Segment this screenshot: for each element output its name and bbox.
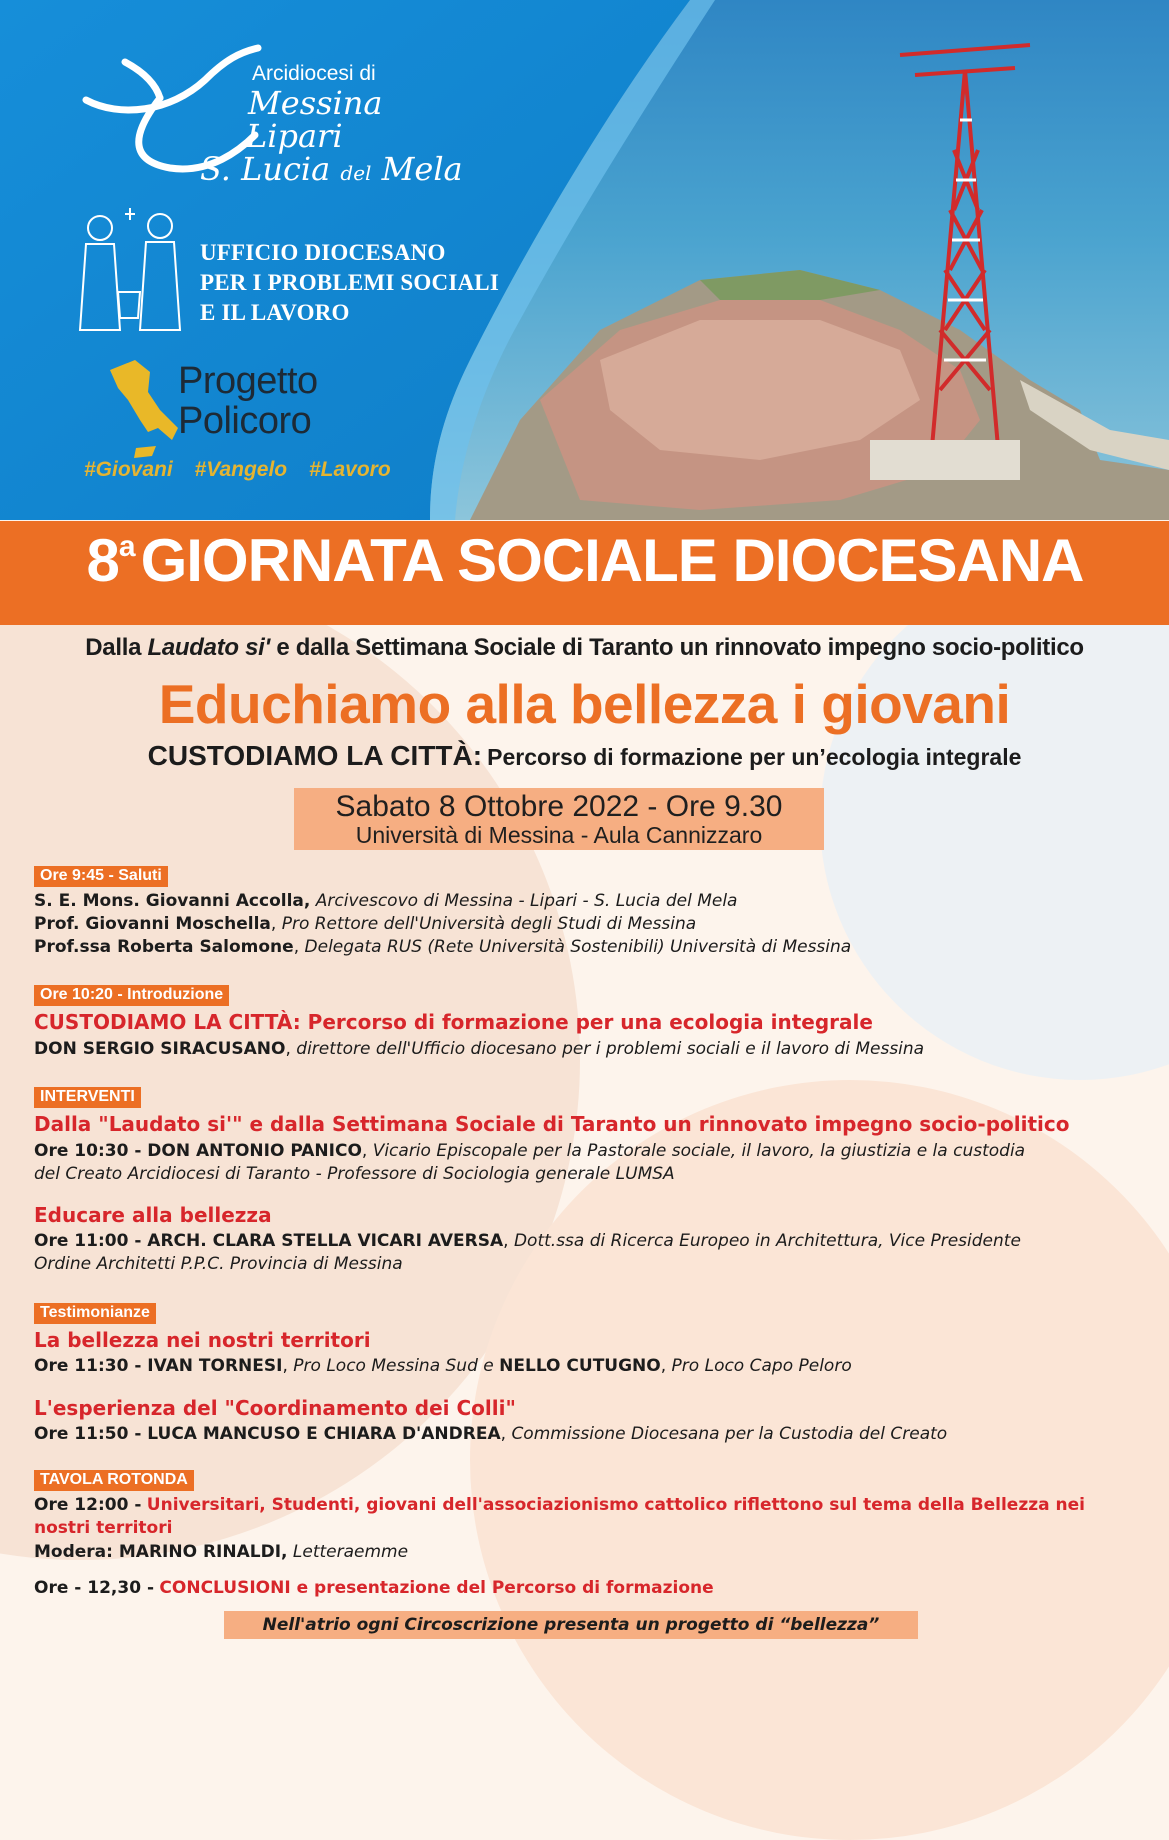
tavola-rotonda-tag: TAVOLA ROTONDA (34, 1470, 194, 1491)
page-title: 8$^a$ GIORNATA SOCIALE DIOCESANA (86, 527, 1084, 594)
testimonianze-tag: Testimonianze (34, 1303, 156, 1324)
ufficio-line: E IL LAVORO (200, 300, 350, 325)
speaker-line: Ore 11:50 - LUCA MANCUSO E CHIARA D'ANDREA, Commissione Diocesana per la Custodia del Creato (34, 1424, 948, 1444)
speaker-line: Ore 11:30 - IVAN TORNESI, Pro Loco Messina Sud e NELLO CUTUGNO, Pro Loco Capo Peloro (34, 1356, 852, 1376)
speaker-role-line: del Creato Arcidiocesi di Taranto - Professore di Sociologia generale LUMSA (34, 1164, 675, 1184)
event-date: Sabato 8 Ottobre 2022 - Ore 9.30 (335, 790, 783, 823)
archdiocese-label: Arcidiocesi di (252, 62, 376, 85)
archdiocese-lipari: Lipari (246, 117, 343, 155)
testimonianza-title: La bellezza nei nostri territori (34, 1328, 371, 1352)
hashtag: #Vangelo (194, 458, 288, 481)
progetto-label: Progetto (178, 360, 318, 402)
bg-circle-right (470, 1080, 1169, 1840)
introduzione-tag: Ore 10:20 - Introduzione (34, 985, 229, 1006)
archdiocese-messina: Messina (248, 84, 383, 122)
headline: Educhiamo alla bellezza i giovani (158, 673, 1011, 735)
footer-note-box (224, 1611, 918, 1639)
ufficio-line: PER I PROBLEMI SOCIALI (200, 270, 499, 295)
speaker-line: Prof.ssa Roberta Salomone, Delegata RUS (Rete Università Sostenibili) Università di Messina (34, 937, 852, 957)
archdiocese-lucia: S. Lucia del Mela (200, 150, 463, 188)
hashtags (84, 458, 407, 482)
conclusioni-line: Ore - 12,30 - CONCLUSIONI e presentazione del Percorso di formazione (34, 1578, 714, 1598)
footer-note: Nell'atrio ogni Circoscrizione presenta un progetto di “bellezza” (262, 1615, 880, 1635)
ufficio-line: UFFICIO DIOCESANO (200, 240, 446, 265)
custodiamo-subtitle: CUSTODIAMO LA CITTÀ: Percorso di formazione per un’ecologia integrale (147, 740, 1022, 771)
header (0, 0, 1169, 520)
talk-title: Dalla "Laudato si'" e dalla Settimana Sociale di Taranto un rinnovato impegno socio-politico (34, 1112, 1070, 1136)
talk-title: Educare alla bellezza (34, 1203, 272, 1227)
speaker-line: Ore 10:30 - DON ANTONIO PANICO, Vicario Episcopale per la Pastorale sociale, il lavoro, la giustizia e la custodia (34, 1141, 1026, 1161)
introduzione-title: CUSTODIAMO LA CITTÀ: Percorso di formazione per una ecologia integrale (34, 1010, 873, 1034)
policoro-label: Policoro (178, 400, 312, 442)
hashtag: #Lavoro (308, 458, 391, 481)
header-background (0, 0, 1169, 520)
tavola-line: Ore 12:00 - Universitari, Studenti, giovani dell'associazionismo cattolico riflettono sul tema della Bellezza nei (34, 1495, 1085, 1515)
hashtag: #Giovani (84, 458, 173, 481)
ufficio-title (200, 238, 499, 328)
testimonianza-title: L'esperienza del "Coordinamento dei Colli" (34, 1396, 516, 1420)
event-date-box (294, 788, 824, 850)
tavola-line: nostri territori (34, 1518, 173, 1538)
speaker-role-line: Ordine Architetti P.P.C. Provincia di Messina (34, 1254, 403, 1274)
interventi-tag: INTERVENTI (34, 1087, 141, 1108)
speaker-line: S. E. Mons. Giovanni Accolla, Arcivescovo di Messina - Lipari - S. Lucia del Mela (34, 891, 738, 911)
saluti-tag: Ore 9:45 - Saluti (34, 866, 168, 887)
speaker-line: DON SERGIO SIRACUSANO, direttore dell'Ufficio diocesano per i problemi sociali e il lavoro di Messina (34, 1039, 925, 1059)
speaker-line: Prof. Giovanni Moschella, Pro Rettore dell'Università degli Studi di Messina (34, 914, 697, 934)
speaker-line: Ore 11:00 - ARCH. CLARA STELLA VICARI AVERSA, Dott.ssa di Ricerca Europeo in Architettura, Vice Presidente (34, 1231, 1021, 1251)
subtitle: Dalla Laudato si' e dalla Settimana Sociale di Taranto un rinnovato impegno socio-politico (85, 634, 1084, 661)
moderator-line: Modera: MARINO RINALDI, Letteraemme (34, 1542, 409, 1562)
event-place: Università di Messina - Aula Cannizzaro (355, 822, 763, 848)
